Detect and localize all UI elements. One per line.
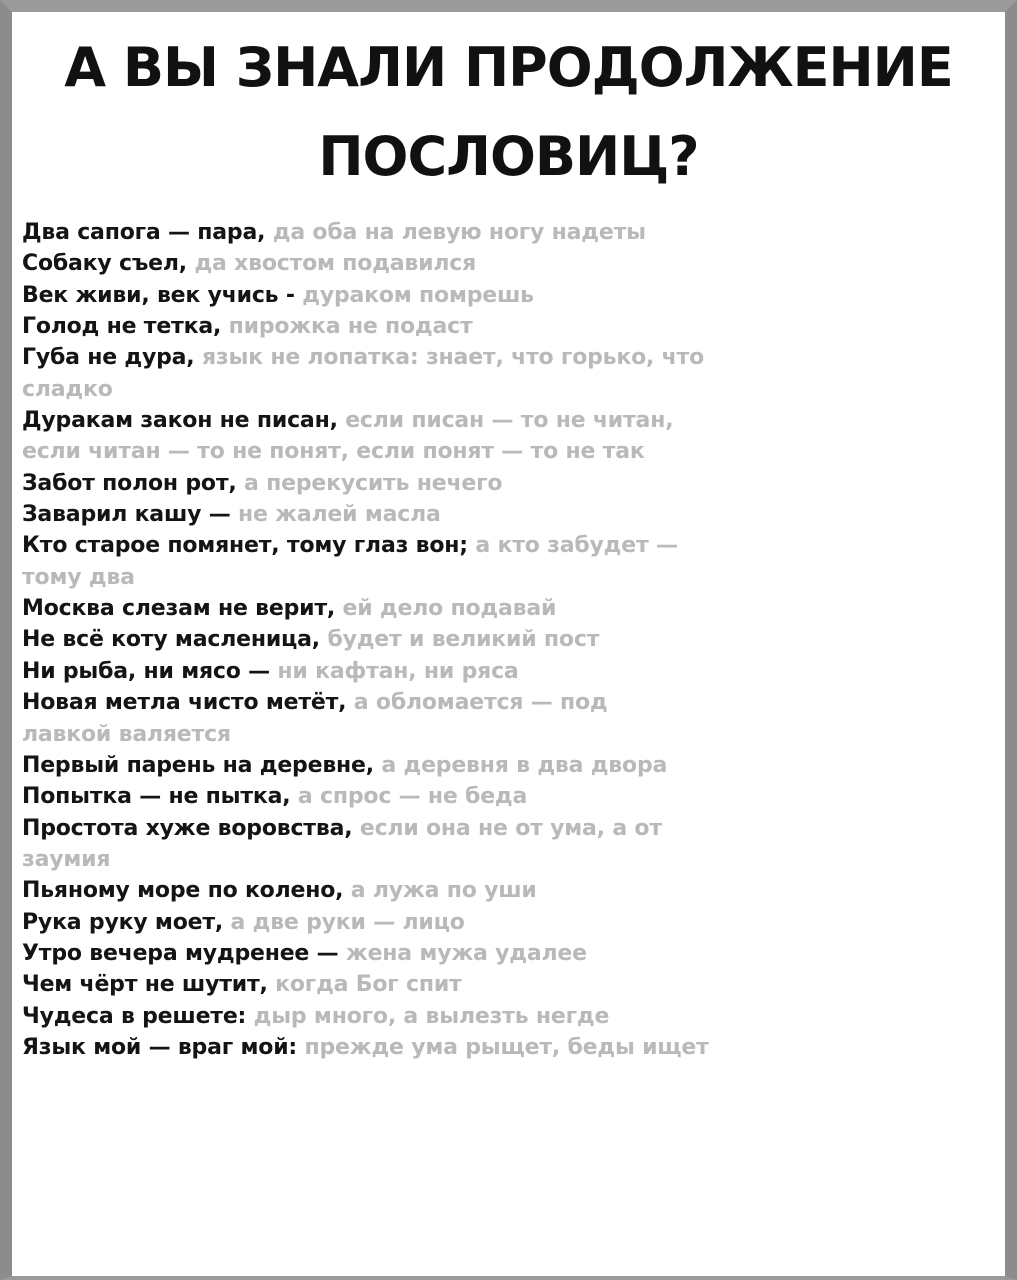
proverb-start: Голод не тетка, [22, 314, 222, 340]
proverb-continuation-line-2: тому два [22, 564, 135, 590]
proverb-start: Заварил кашу — [22, 502, 231, 528]
proverb-item [22, 248, 992, 279]
proverb-start: Рука руку моет, [22, 909, 224, 935]
proverb-item [22, 750, 992, 781]
proverb-continuation-line-2: лавкой валяется [22, 721, 231, 747]
proverb-item [22, 781, 992, 812]
proverb-continuation: будет и великий пост [327, 627, 600, 653]
proverb-continuation: да оба на левую ногу надеты [272, 220, 646, 245]
proverb-start: Чудеса в решете: [22, 1003, 247, 1029]
page-title-line-1: А ВЫ ЗНАЛИ ПРОДОЛЖЕНИЕ [64, 36, 953, 99]
proverb-start: Пьяному море по колено, [22, 878, 344, 904]
proverb-continuation: если она не от ума, а от [359, 815, 662, 841]
proverb-list [22, 217, 992, 1063]
page-title-line-2: ПОСЛОВИЦ? [318, 125, 699, 188]
proverb-continuation: пирожка не подаст [228, 314, 473, 340]
proverb-item [22, 656, 992, 687]
proverb-continuation: а лужа по уши [350, 878, 537, 904]
proverb-start: Не всё коту масленица, [22, 627, 320, 653]
proverb-item [22, 969, 992, 1000]
proverb-continuation-line-2: сладко [22, 376, 113, 402]
proverb-item [22, 907, 992, 938]
proverb-continuation-line-2: заумия [22, 846, 111, 872]
proverb-continuation: не жалей масла [238, 502, 441, 528]
proverb-continuation: ни кафтан, ни ряса [277, 658, 519, 684]
proverb-item [22, 530, 992, 593]
proverb-continuation: когда Бог спит [275, 972, 462, 998]
proverb-continuation: а спрос — не беда [297, 784, 528, 810]
proverb-continuation: а две руки — лицо [230, 909, 465, 935]
proverb-start: Новая метла чисто метёт, [22, 690, 347, 716]
proverb-start: Язык мой — враг мой: [22, 1034, 298, 1060]
proverb-item [22, 217, 992, 248]
proverb-item [22, 311, 992, 342]
proverb-continuation: да хвостом подавился [194, 251, 477, 277]
proverb-start: Простота хуже воровства, [22, 815, 353, 841]
proverb-continuation: а деревня в два двора [381, 752, 668, 778]
proverb-item [22, 499, 992, 530]
proverb-start: Попытка — не пытка, [22, 784, 291, 810]
proverb-continuation: а обломается — под [353, 690, 608, 716]
proverb-item [22, 1032, 992, 1063]
proverb-item [22, 875, 992, 906]
proverb-start: Кто старое помянет, тому глаз вон; [22, 533, 468, 559]
proverb-start: Собаку съел, [22, 251, 187, 277]
proverb-item [22, 468, 992, 499]
proverb-start: Москва слезам не верит, [22, 596, 336, 622]
proverb-continuation: дураком помрешь [302, 282, 534, 308]
proverb-continuation: а перекусить нечего [244, 470, 503, 496]
proverb-item [22, 624, 992, 655]
proverb-continuation: а кто забудет — [475, 533, 678, 559]
proverb-start: Чем чёрт не шутит, [22, 972, 268, 998]
proverb-start: Век живи, век учись - [22, 282, 295, 308]
proverb-continuation: прежде ума рыщет, беды ищет [304, 1034, 709, 1060]
proverb-item [22, 405, 992, 468]
proverb-start: Дуракам закон не писан, [22, 408, 338, 434]
proverb-item [22, 813, 992, 876]
proverb-item [22, 593, 992, 624]
proverb-continuation: если писан — то не читан, [345, 408, 674, 434]
proverb-continuation: язык не лопатка: знает, что горько, что [201, 345, 705, 371]
proverb-continuation-line-2: если читан — то не понят, если понят — то не так [22, 439, 645, 465]
proverb-start: Губа не дура, [22, 345, 195, 371]
proverb-item [22, 687, 992, 750]
proverb-item [22, 1001, 992, 1032]
proverb-continuation: дыр много, а вылезть негде [253, 1003, 610, 1029]
proverb-start: Забот полон рот, [22, 470, 237, 496]
proverb-start: Два сапога — пара, [22, 220, 266, 245]
proverb-continuation: жена мужа удалее [345, 940, 587, 966]
proverb-item [22, 342, 992, 405]
proverb-start: Утро вечера мудренее — [22, 940, 339, 966]
proverb-start: Ни рыба, ни мясо — [22, 658, 270, 684]
proverb-item [22, 280, 992, 311]
proverb-start: Первый парень на деревне, [22, 752, 374, 778]
proverb-continuation: ей дело подавай [342, 596, 557, 622]
proverb-item [22, 938, 992, 969]
